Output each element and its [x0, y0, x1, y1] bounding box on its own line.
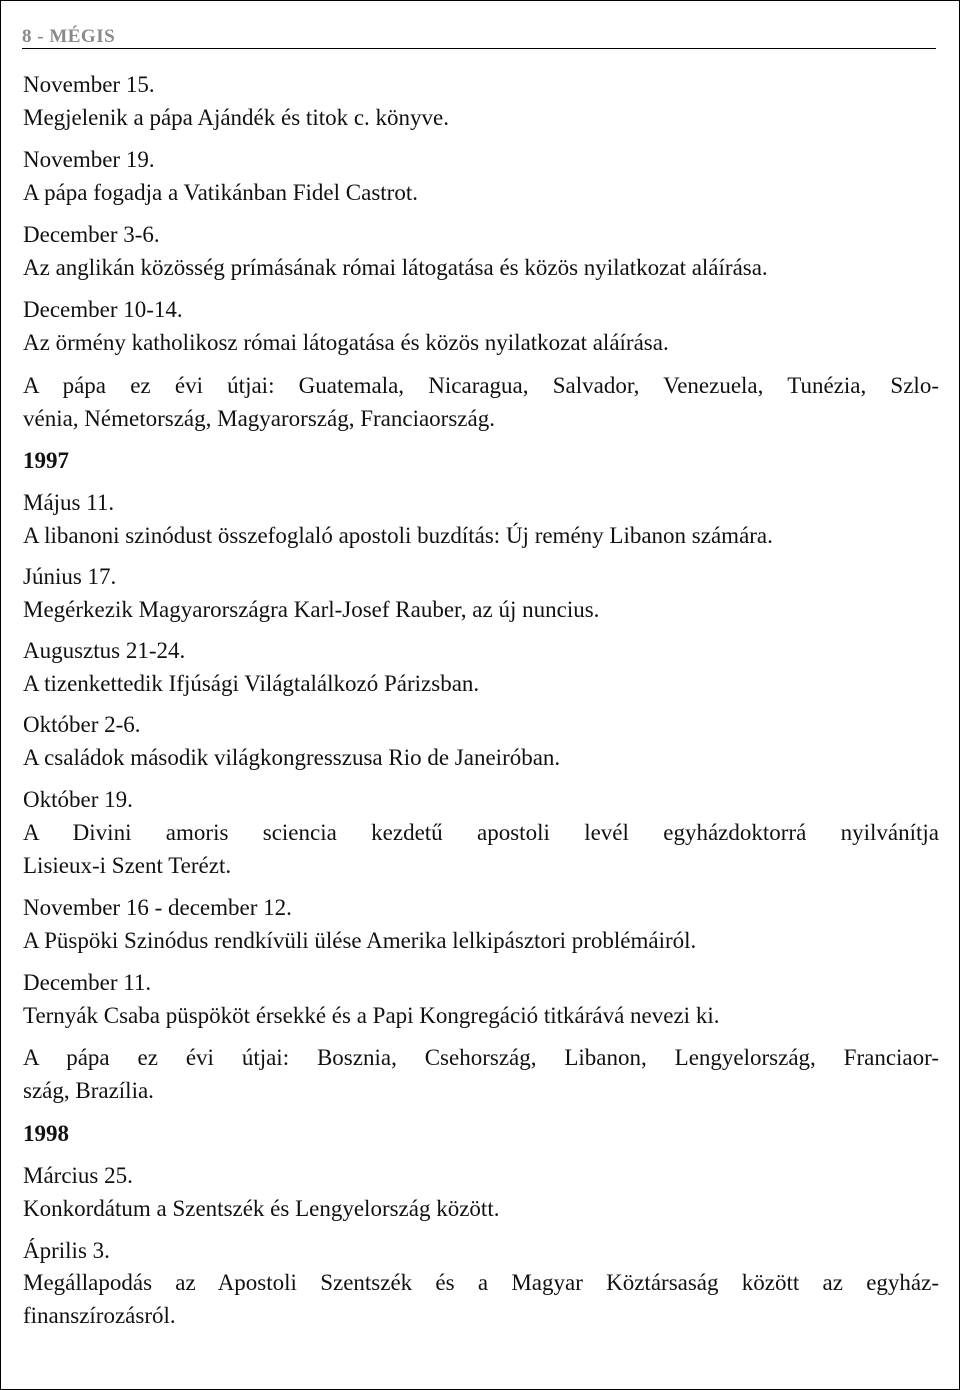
entry-date: Augusztus 21-24.: [23, 638, 186, 663]
entry-date: Október 2-6.: [23, 712, 141, 737]
entry-date: Március 25.: [23, 1163, 133, 1188]
entry-date: November 15.: [23, 72, 155, 97]
entry-text: Az örmény katholikosz római látogatása és közös nyilatkozat aláírása.: [23, 330, 669, 355]
entry-text: A Püspöki Szinódus rendkívüli ülése Amerika lelkipásztori problémáiról.: [23, 928, 697, 953]
entry-date: November 19.: [23, 147, 155, 172]
page-header-title: 8 - MÉGIS: [22, 26, 116, 47]
entry-date: December 3-6.: [23, 222, 160, 247]
entry-date: Április 3.: [23, 1238, 110, 1263]
entry-text: vénia, Németország, Magyarország, Franciaország.: [23, 406, 495, 431]
entry-text: A libanoni szinódust összefoglaló apostoli buzdítás: Új remény Libanon számára.: [23, 523, 773, 548]
year-heading: 1997: [23, 448, 69, 473]
entry-date: Május 11.: [23, 490, 115, 515]
entry-text: Ternyák Csaba püspököt érsekké és a Papi Kongregáció titkárává nevezi ki.: [23, 1003, 720, 1028]
entry-date: Október 19.: [23, 787, 133, 812]
entry-text: Megérkezik Magyarországra Karl-Josef Rauber, az új nuncius.: [23, 597, 600, 622]
entry-text: A pápa ez évi útjai: Bosznia, Csehország, Libanon, Lengyelország, Franciaor-: [23, 1045, 939, 1070]
entry-text: Konkordátum a Szentszék és Lengyelország között.: [23, 1196, 500, 1221]
running-header: [22, 26, 936, 49]
entry-text: Megállapodás az Apostoli Szentszék és a Magyar Köztársaság között az egyház-: [23, 1270, 939, 1295]
entry-text: szág, Brazília.: [23, 1078, 154, 1103]
entry-text: Megjelenik a pápa Ajándék és titok c. könyve.: [23, 105, 450, 130]
entry-text: Lisieux-i Szent Terézt.: [23, 853, 232, 878]
entry-text: finanszírozásról.: [23, 1303, 176, 1328]
entry-date: December 10-14.: [23, 297, 183, 322]
entry-text: Az anglikán közösség prímásának római látogatása és közös nyilatkozat aláírása.: [23, 255, 768, 280]
entry-text: A pápa ez évi útjai: Guatemala, Nicaragua, Salvador, Venezuela, Tunézia, Szlo-: [23, 373, 939, 398]
entry-date: December 11.: [23, 970, 152, 995]
entry-text: A pápa fogadja a Vatikánban Fidel Castrot.: [23, 180, 418, 205]
entry-text: A Divini amoris sciencia kezdetű apostoli levél egyházdoktorrá nyilvánítja: [23, 820, 939, 845]
entry-text: A tizenkettedik Ifjúsági Világtalálkozó Párizsban.: [23, 671, 480, 696]
entry-date: November 16 - december 12.: [23, 895, 292, 920]
entry-text: A családok második világkongresszusa Rio de Janeiróban.: [23, 745, 561, 770]
year-heading: 1998: [23, 1121, 69, 1146]
entry-date: Június 17.: [23, 564, 117, 589]
